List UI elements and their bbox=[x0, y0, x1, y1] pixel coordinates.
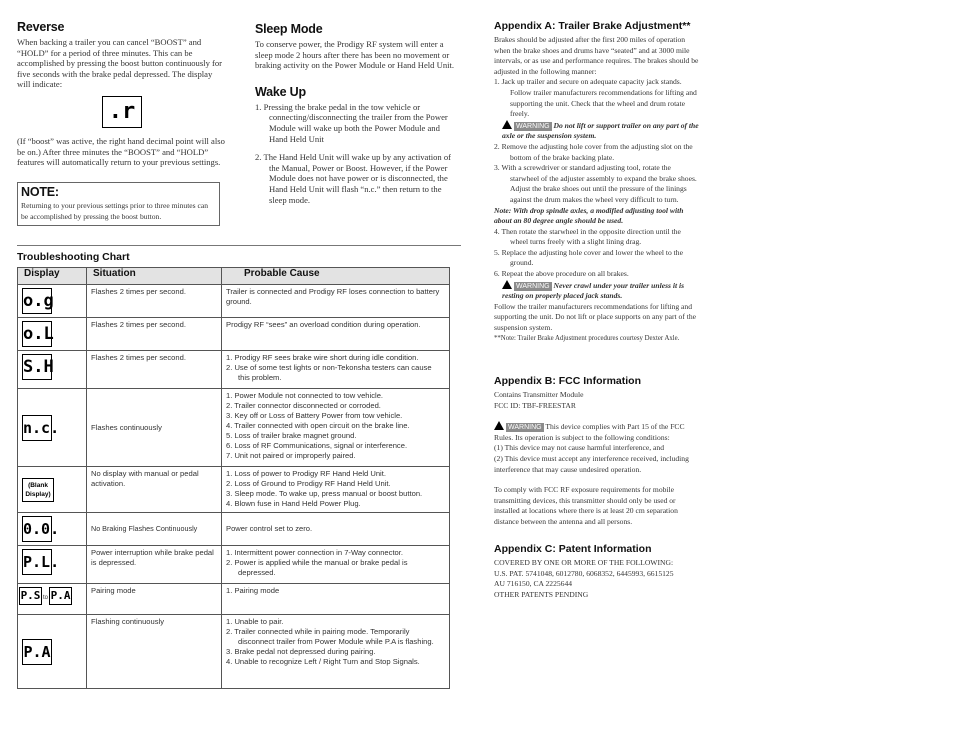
sleep-title: Sleep Mode bbox=[255, 22, 323, 36]
cause-item: 3. Brake pedal not depressed during pairing. bbox=[226, 647, 376, 656]
fcc-condition-1: (1) This device may not cause harmful interference, and bbox=[494, 443, 665, 453]
warning-triangle-icon bbox=[494, 421, 504, 430]
warning-label: WARNING bbox=[516, 282, 550, 290]
cause-cell bbox=[222, 351, 450, 389]
cause-item: 3. Key off or Loss of Battery Power from tow vehicle. bbox=[226, 411, 403, 420]
table-row bbox=[18, 615, 450, 689]
display-blank: (Blank Display) bbox=[22, 478, 54, 502]
fcc-rf-text: To comply with FCC RF exposure requirements for mobile transmitting devices, this transmitter should only be used or installed at locations where there is at least 20 cm separation distance between the antenna and all persons. bbox=[494, 485, 678, 526]
cause-item: 2. Power is applied while the manual or brake pedal is depressed. bbox=[226, 558, 408, 577]
display-00: 0.0. bbox=[22, 516, 52, 542]
table-row bbox=[18, 513, 450, 546]
cause-item: 1. Unable to pair. bbox=[226, 617, 284, 626]
appendix-a-footnote: **Note: Trailer Brake Adjustment procedures courtesy Dexter Axle. bbox=[494, 334, 680, 342]
warning-triangle-icon bbox=[502, 120, 512, 129]
display-pa-small: P.A bbox=[49, 587, 72, 605]
reverse-display: .r bbox=[102, 96, 142, 128]
table-row bbox=[18, 318, 450, 351]
patent-line-2: U.S. PAT. 5741048, 6012780, 6068352, 6445993, 6615125 bbox=[494, 568, 674, 578]
table-row bbox=[18, 546, 450, 584]
display-pa: P.A bbox=[22, 639, 52, 665]
fcc-warning bbox=[494, 421, 699, 443]
reverse-text-2: (If “boost” was active, the right hand decimal point will also be on.) After three minutes the “BOOST” and “HOLD” features will automatically return to your previous settings. bbox=[17, 135, 225, 168]
cause-item: 4. Unable to recognize Left / Right Turn and Stop Signals. bbox=[226, 657, 420, 666]
cause-cell bbox=[222, 615, 450, 689]
cause-item: 4. Blown fuse in Hand Held Power Plug. bbox=[226, 499, 361, 508]
reverse-text: When backing a trailer you can cancel “BOOST” and “HOLD” for a period of three minutes. This can be accomplished by pressing the boost button continuously for five seconds with the brake pedal depressed. The display will indicate: bbox=[17, 37, 223, 90]
cause-cell: Power control set to zero. bbox=[222, 513, 450, 546]
step-5: 5. Replace the adjusting hole cover and lower the wheel to the ground. bbox=[494, 247, 683, 268]
cause-item: 3. Sleep mode. To wake up, press manual or boost button. bbox=[226, 489, 423, 498]
troubleshooting-title: Troubleshooting Chart bbox=[17, 251, 130, 263]
step-2: 2. Remove the adjusting hole cover from the adjusting slot on the bottom of the brake backing plate. bbox=[494, 141, 693, 162]
sleep-text: To conserve power, the Prodigy RF system will enter a sleep mode 2 hours after there has been no movement or braking activity on the Power Module or Hand Held Unit. bbox=[255, 39, 455, 71]
situation-cell: Flashes continuously bbox=[87, 389, 222, 467]
situation-cell: Flashes 2 times per second. bbox=[87, 285, 222, 318]
situation-cell: Flashes 2 times per second. bbox=[87, 318, 222, 351]
situation-cell: Power interruption while brake pedal is depressed. bbox=[87, 546, 222, 584]
cause-cell: 1. Pairing mode bbox=[222, 584, 450, 615]
reverse-title: Reverse bbox=[17, 20, 65, 34]
warning-triangle-icon bbox=[502, 280, 512, 289]
cause-item: 7. Unit not paired or improperly paired. bbox=[226, 451, 356, 460]
situation-cell: Pairing mode bbox=[87, 584, 222, 615]
header-cause: Probable Cause bbox=[222, 268, 450, 285]
header-display: Display bbox=[18, 268, 87, 285]
table-row bbox=[18, 351, 450, 389]
appendix-b-title: Appendix B: FCC Information bbox=[494, 375, 641, 387]
cause-item: 2. Trailer connector disconnected or corroded. bbox=[226, 401, 381, 410]
fcc-line-1: Contains Transmitter Module bbox=[494, 390, 584, 399]
warning-2-text: Never crawl under your trailer unless it is resting on properly placed jack stands. bbox=[502, 280, 685, 301]
cause-item: 2. Use of some test lights or non-Tekonsha testers can cause this problem. bbox=[226, 363, 432, 382]
cause-item: 2. Loss of Ground to Prodigy RF Hand Held Unit. bbox=[226, 479, 391, 488]
cause-cell: Trailer is connected and Prodigy RF loses connection to battery ground. bbox=[222, 285, 450, 318]
patent-line-3: AU 716150, CA 2225644 bbox=[494, 579, 573, 589]
step-4: 4. Then rotate the starwheel in the opposite direction until the wheel turns freely with a slight lining drag. bbox=[494, 226, 681, 247]
note-box bbox=[17, 182, 220, 226]
situation-cell: No display with manual or pedal activation. bbox=[87, 467, 222, 513]
warning-2 bbox=[494, 280, 699, 302]
cause-item: 2. Trailer connected while in pairing mode. Temporarily disconnect trailer from Power Module while P.A is flashing. bbox=[226, 627, 434, 646]
cause-item: 1. Intermittent power connection in 7-Way connector. bbox=[226, 548, 403, 557]
warning-1 bbox=[494, 120, 699, 142]
table-header-row bbox=[18, 268, 450, 285]
appendix-a bbox=[494, 20, 699, 344]
cause-cell bbox=[222, 389, 450, 467]
cause-cell bbox=[222, 467, 450, 513]
warning-label: WARNING bbox=[508, 424, 542, 432]
cause-item: 1. Loss of power to Prodigy RF Hand Held Unit. bbox=[226, 469, 386, 478]
note-text: Returning to your previous settings prior to three minutes can be accomplished by pressing the boost button. bbox=[21, 201, 209, 221]
display-og: o.g bbox=[22, 288, 52, 314]
cause-item: 1. Power Module not connected to tow vehicle. bbox=[226, 391, 384, 400]
appendix-a-note: Note: With drop spindle axles, a modified adjusting tool with about an 80 degree angle should be used. bbox=[494, 205, 684, 226]
situation-cell: Flashes 2 times per second. bbox=[87, 351, 222, 389]
display-ps: P.S bbox=[19, 587, 42, 605]
appendix-a-title: Appendix A: Trailer Brake Adjustment** bbox=[494, 20, 691, 32]
header-situation: Situation bbox=[87, 268, 222, 285]
display-ol: o.L bbox=[22, 321, 52, 347]
warning-1-text: Do not lift or support trailer on any part of the axle or the suspension system. bbox=[502, 120, 699, 141]
appendix-c-title: Appendix C: Patent Information bbox=[494, 543, 652, 555]
fcc-warning-text: This device complies with Part 15 of the FCC Rules. Its operation is subject to the following conditions: bbox=[494, 422, 685, 442]
step-1: 1. Jack up trailer and secure on adequate capacity jack stands. Follow trailer manufacturers recommendations for lifting and supporting the unit. Check that the wheel and drum rotate freely. bbox=[494, 77, 697, 119]
display-nc: n.c. bbox=[22, 415, 52, 441]
table-row bbox=[18, 285, 450, 318]
sleep-section bbox=[255, 22, 460, 205]
cause-item: 5. Loss of trailer brake magnet ground. bbox=[226, 431, 357, 440]
table-row bbox=[18, 467, 450, 513]
troubleshooting-table bbox=[17, 267, 450, 689]
situation-cell: No Braking Flashes Continuously bbox=[87, 513, 222, 546]
wake-title: Wake Up bbox=[255, 84, 306, 99]
appendix-a-follow: Follow the trailer manufacturers recommendations for lifting and supporting the unit. Do not lift or place supports on any part of the suspension system. bbox=[494, 301, 697, 333]
appendix-a-intro: Brakes should be adjusted after the first 200 miles of operation when the brake shoes and drums have “seated” and at 3000 mile intervals, or as use and performance requires. The brakes should be adjusted in the following manner: bbox=[494, 35, 699, 76]
warning-label: WARNING bbox=[516, 122, 550, 130]
appendix-c bbox=[494, 543, 699, 600]
cause-cell bbox=[222, 546, 450, 584]
display-pl: P.L. bbox=[22, 549, 52, 575]
situation-cell: Flashing continuously bbox=[87, 615, 222, 689]
wake-item-1: 1. Pressing the brake pedal in the tow vehicle or connecting/disconnecting the trailer from the Power Module will wake up both the Power Module and Hand Held Unit bbox=[255, 101, 448, 144]
step-6: 6. Repeat the above procedure on all brakes. bbox=[494, 269, 629, 279]
table-row bbox=[18, 584, 450, 615]
display-to-label: to bbox=[43, 595, 49, 601]
cause-item: 6. Loss of RF Communications, signal or interference. bbox=[226, 441, 408, 450]
cause-cell: Prodigy RF “sees” an overload condition during operation. bbox=[222, 318, 450, 351]
cause-item: 1. Prodigy RF sees brake wire short during idle condition. bbox=[226, 353, 419, 362]
fcc-condition-2: (2) This device must accept any interference received, including interference that may cause undesired operation. bbox=[494, 453, 689, 474]
appendix-b bbox=[494, 375, 699, 528]
section-divider bbox=[17, 245, 461, 246]
cause-item: 4. Trailer connected with open circuit on the brake line. bbox=[226, 421, 410, 430]
wake-item-2: 2. The Hand Held Unit will wake up by any activation of the Manual, Power or Boost. However, if the Power Module does not have power or is disconnected, the Hand Held Unit will flash “n.c.” then return to the sleep mode. bbox=[255, 152, 452, 205]
reverse-section bbox=[17, 20, 227, 168]
patent-line-1: COVERED BY ONE OR MORE OF THE FOLLOWING: bbox=[494, 558, 674, 567]
display-sh: S.H bbox=[22, 354, 52, 380]
fcc-id: FCC ID: TBF-FREESTAR bbox=[494, 400, 576, 410]
step-3: 3. With a screwdriver or standard adjusting tool, rotate the starwheel of the adjuster assembly to expand the brake shoes. Adjust the brake shoes out until the pressure of the linings against the drum makes the wheel very difficult to turn. bbox=[494, 163, 697, 204]
patent-line-4: OTHER PATENTS PENDING bbox=[494, 589, 589, 599]
table-row bbox=[18, 389, 450, 467]
note-title: NOTE: bbox=[21, 185, 59, 199]
